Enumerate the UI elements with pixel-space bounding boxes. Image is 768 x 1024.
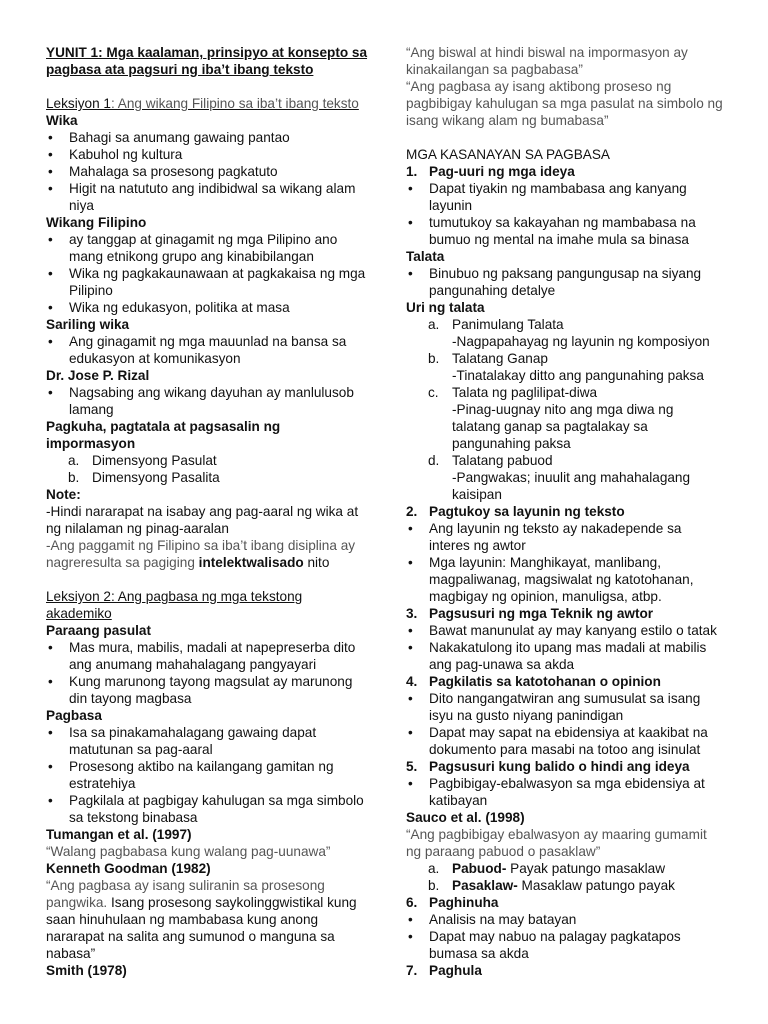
skill-title: Pag-uuri ng mga ideya (429, 164, 575, 179)
list-skill-5 (406, 775, 724, 809)
list-paraang-pasulat (46, 639, 368, 707)
skill-number: 1. (406, 164, 418, 179)
heading-tumangan: Tumangan et al. (1997) (46, 827, 192, 842)
list-marker: b. (428, 351, 440, 366)
list-skill-2 (406, 520, 724, 605)
heading-talata: Talata (406, 249, 445, 264)
list-item-text: Dimensyong Pasalita (92, 470, 220, 485)
quote-sauco: “Ang pagbibigay ebalwasyon ay maaring gumamit ng paraang pabuod o pasaklaw” (406, 827, 707, 859)
list-item-title: Talatang pabuod (452, 453, 553, 468)
list-item-title: Panimulang Talata (452, 317, 564, 332)
list-item-desc: -Pinag-uugnay nito ang mga diwa ng talatang ganap sa pagtalakay sa pangunahing paksa (452, 402, 674, 451)
spacer (46, 571, 368, 588)
left-column (46, 44, 368, 979)
list-marker: d. (428, 453, 440, 468)
list-item-title: Talata ng paglilipat-diwa (452, 385, 598, 400)
list-item (406, 860, 724, 877)
heading-wika: Wika (46, 113, 78, 128)
list-item (46, 452, 368, 469)
list-marker: c. (428, 385, 439, 400)
list-item: • Kabuhol ng kultura (46, 146, 368, 163)
heading-wikang-filipino: Wikang Filipino (46, 215, 147, 230)
list-item (406, 350, 724, 384)
list-item-term: Pabuod- (452, 861, 507, 876)
note-line-2-bold: intelektwalisado (198, 555, 304, 570)
heading-sauco: Sauco et al. (1998) (406, 810, 525, 825)
skill-4-heading (406, 673, 724, 690)
skill-title: Pagkilatis sa katotohanan o opinion (429, 674, 661, 689)
list-item: • Nakakatulong ito upang mas madali at mabilis ang pag-unawa sa akda (406, 639, 724, 673)
list-item (406, 316, 724, 350)
list-item: • Dapat may sapat na ebidensiya at kaakibat na dokumento para masabi na totoo ang isinulat (406, 724, 724, 758)
list-rizal (46, 384, 368, 418)
list-item: • Pagbibigay-ebalwasyon sa mga ebidensiya at katibayan (406, 775, 724, 809)
list-item-desc: -Nagpapahayag ng layunin ng komposiyon (452, 334, 710, 349)
unit-title: YUNIT 1: Mga kaalaman, prinsipyo at konsepto sa pagbasa ata pagsuri ng iba’t ibang teksto (46, 45, 368, 77)
list-item: • Pagkilala at pagbigay kahulugan sa mga simbolo sa tekstong binabasa (46, 792, 368, 826)
skill-number: 3. (406, 606, 418, 621)
heading-smith: Smith (1978) (46, 963, 127, 978)
list-item-text: Masaklaw patungo payak (517, 878, 675, 893)
list-item: • Nagsabing ang wikang dayuhan ay manlulusob lamang (46, 384, 368, 418)
list-item-desc: -Tinatalakay ditto ang pangunahing paksa (452, 368, 704, 383)
skill-3-heading (406, 605, 724, 622)
quote-goodman (46, 877, 368, 962)
skill-7-heading (406, 962, 724, 979)
list-marker: a. (428, 317, 440, 332)
list-item: • Higit na natututo ang indibidwal sa wikang alam niya (46, 180, 368, 214)
lesson-2-title: Leksiyon 2: Ang pagbasa ng mga tekstong akademiko (46, 589, 303, 621)
list-item: • Binubuo ng paksang pangungusap na siyang pangunahing detalye (406, 265, 724, 299)
quote-goodman-part-1: “Ang pagbasa ay isang suliranin sa prosesong pangwika. (46, 878, 325, 910)
note-line-2 (46, 537, 368, 571)
list-skill-1 (406, 180, 724, 248)
skill-6-heading (406, 894, 724, 911)
skill-number: 2. (406, 504, 418, 519)
list-pagkuha (46, 452, 368, 486)
quote-smith-1: “Ang biswal at hindi biswal na impormasyon ay kinakailangan sa pagbabasa” (406, 45, 688, 77)
list-item: • Analisis na may batayan (406, 911, 724, 928)
heading-pagkuha: Pagkuha, pagtatala at pagsasalin ng impormasyon (46, 419, 281, 451)
lesson-1-rest: : Ang wikang Filipino sa iba’t ibang teksto (111, 96, 359, 111)
note-line-2-text: -Ang paggamit ng Filipino sa iba’t ibang disiplina ay nagreresulta sa pagiging (46, 538, 356, 570)
skill-title: Paghinuha (429, 895, 499, 910)
list-marker: a. (68, 453, 80, 468)
list-skill-3 (406, 622, 724, 673)
skill-title: Paghula (429, 963, 482, 978)
list-item: • Ang ginagamit ng mga mauunlad na bansa sa edukasyon at komunikasyon (46, 333, 368, 367)
quote-tumangan: “Walang pagbabasa kung walang pag-uunawa” (46, 844, 331, 859)
list-sauco (406, 860, 724, 894)
list-item: • tumutukoy sa kakayahan ng mambabasa na bumuo ng mental na imahe mula sa binasa (406, 214, 724, 248)
heading-pagbasa: Pagbasa (46, 708, 102, 723)
list-marker: a. (428, 861, 440, 876)
list-item: • Mga layunin: Manghikayat, manlibang, magpaliwanag, magsiwalat ng katotohanan, magbigay ng opinion, manuligsa, atbp. (406, 554, 724, 605)
list-item: • Wika ng edukasyon, politika at masa (46, 299, 368, 316)
list-talata (406, 265, 724, 299)
list-item: • ay tanggap at ginagamit ng mga Pilipino ano mang etnikong grupo ang kinabibilangan (46, 231, 368, 265)
list-item: • Kung marunong tayong magsulat ay marunong din tayong magbasa (46, 673, 368, 707)
list-item: • Dito nangangatwiran ang sumusulat sa isang isyu na gusto niyang panindigan (406, 690, 724, 724)
skill-title: Pagtukoy sa layunin ng teksto (429, 504, 625, 519)
quote-goodman-part-2: Isang prosesong saykolinggwistikal kung saan hinuhulaan ng mambabasa kung anong nararapat na salita ang sumunod o manguna sa nabasa” (46, 895, 357, 961)
lesson-1-label: Leksiyon 1 (46, 96, 111, 111)
list-uri-ng-talata (406, 316, 724, 503)
heading-note: Note: (46, 487, 81, 502)
list-item: • Wika ng pagkakaunawaan at pagkakaisa ng mga Pilipino (46, 265, 368, 299)
list-item (406, 877, 724, 894)
list-item: • Mahalaga sa prosesong pagkatuto (46, 163, 368, 180)
skill-title: Pagsusuri kung balido o hindi ang ideya (429, 759, 690, 774)
skill-1-heading (406, 163, 724, 180)
list-item (406, 384, 724, 452)
quote-smith-2: “Ang pagbasa ay isang aktibong proseso ng pagbibigay kahulugan sa mga pasulat na simbolo ng isang wikang alam ng bumabasa” (406, 79, 723, 128)
skill-5-heading (406, 758, 724, 775)
list-wikang-filipino (46, 231, 368, 316)
list-marker: b. (428, 878, 440, 893)
list-sariling-wika (46, 333, 368, 367)
list-item: • Dapat tiyakin ng mambabasa ang kanyang layunin (406, 180, 724, 214)
skill-2-heading (406, 503, 724, 520)
list-item: • Dapat may nabuo na palagay pagkatapos bumasa sa akda (406, 928, 724, 962)
heading-paraang-pasulat: Paraang pasulat (46, 623, 152, 638)
note-line-2-end: nito (303, 555, 330, 570)
skill-number: 6. (406, 895, 418, 910)
heading-sariling-wika: Sariling wika (46, 317, 130, 332)
section-title: MGA KASANAYAN SA PAGBASA (406, 147, 610, 162)
list-item: • Isa sa pinakamahalagang gawaing dapat matutunan sa pag-aaral (46, 724, 368, 758)
list-wika (46, 129, 368, 214)
list-item-desc: -Pangwakas; inuulit ang mahahalagang kaisipan (452, 470, 691, 502)
list-item: • Prosesong aktibo na kailangang gamitan ng estratehiya (46, 758, 368, 792)
heading-uri-ng-talata: Uri ng talata (406, 300, 485, 315)
list-item-text: Payak patungo masaklaw (506, 861, 666, 876)
list-item-text: Dimensyong Pasulat (92, 453, 217, 468)
lesson-1-title (46, 95, 368, 112)
list-item (406, 452, 724, 503)
spacer (406, 129, 724, 146)
list-item: • Bawat manunulat ay may kanyang estilo o tatak (406, 622, 724, 639)
list-pagbasa (46, 724, 368, 826)
list-skill-4 (406, 690, 724, 758)
list-item-title: Talatang Ganap (452, 351, 548, 366)
list-skill-6 (406, 911, 724, 962)
list-item (46, 469, 368, 486)
list-item: • Bahagi sa anumang gawaing pantao (46, 129, 368, 146)
list-item: • Ang layunin ng teksto ay nakadepende sa interes ng awtor (406, 520, 724, 554)
heading-goodman: Kenneth Goodman (1982) (46, 861, 211, 876)
skill-number: 5. (406, 759, 418, 774)
skill-number: 4. (406, 674, 418, 689)
list-marker: b. (68, 470, 80, 485)
skill-title: Pagsusuri ng mga Teknik ng awtor (429, 606, 654, 621)
heading-rizal: Dr. Jose P. Rizal (46, 368, 150, 383)
right-column (406, 44, 724, 979)
spacer (46, 78, 368, 95)
list-item-term: Pasaklaw- (452, 878, 518, 893)
skill-number: 7. (406, 963, 418, 978)
list-item: • Mas mura, mabilis, madali at napepreserba dito ang anumang mahahalagang pangyayari (46, 639, 368, 673)
note-line-1: -Hindi nararapat na isabay ang pag-aaral ng wika at ng nilalaman ng pinag-aaralan (46, 504, 359, 536)
